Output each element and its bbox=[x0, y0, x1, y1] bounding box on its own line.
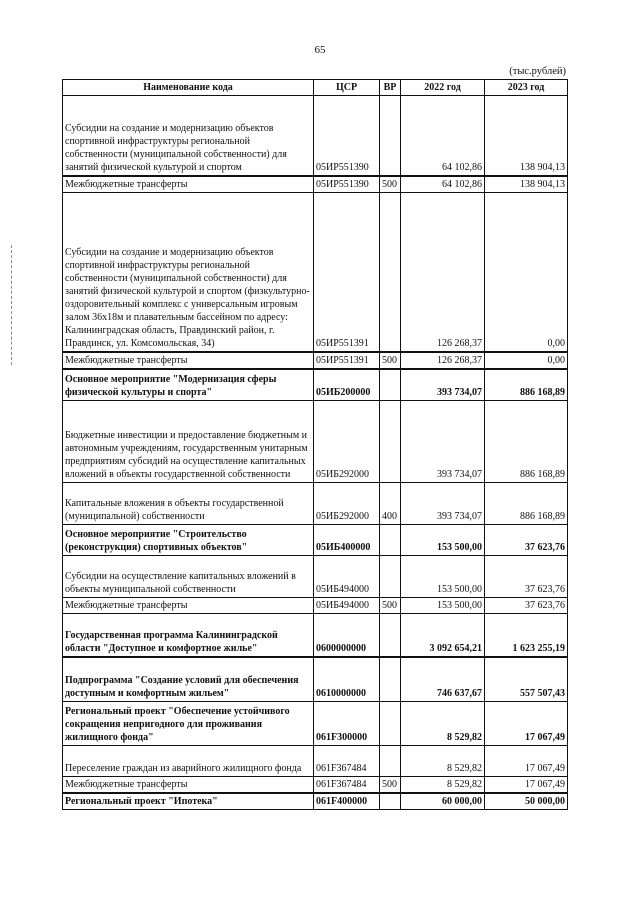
cell-name: Региональный проект "Ипотека" bbox=[63, 793, 314, 810]
cell-vr bbox=[380, 400, 401, 482]
cell-vr: 500 bbox=[380, 176, 401, 193]
cell-vr bbox=[380, 701, 401, 745]
cell-vr bbox=[380, 96, 401, 176]
cell-2022: 746 637,67 bbox=[401, 657, 485, 701]
cell-name: Государственная программа Калининградской области "Доступное и комфортное жилье" bbox=[63, 613, 314, 657]
table-row bbox=[63, 352, 568, 369]
cell-2022: 60 000,00 bbox=[401, 793, 485, 810]
cell-vr bbox=[380, 793, 401, 810]
cell-2022: 393 734,07 bbox=[401, 482, 485, 524]
cell-name: Межбюджетные трансферты bbox=[63, 776, 314, 793]
cell-vr: 500 bbox=[380, 776, 401, 793]
cell-2022: 153 500,00 bbox=[401, 555, 485, 597]
cell-csr: 05ИБ494000 bbox=[314, 555, 380, 597]
cell-2023: 886 168,89 bbox=[485, 482, 568, 524]
cell-2023: 138 904,13 bbox=[485, 176, 568, 193]
cell-csr: 05ИР551391 bbox=[314, 192, 380, 352]
cell-2023: 37 623,76 bbox=[485, 555, 568, 597]
header-csr: ЦСР bbox=[314, 80, 380, 96]
cell-csr: 05ИР551390 bbox=[314, 96, 380, 176]
cell-csr: 05ИБ292000 bbox=[314, 400, 380, 482]
cell-2023: 37 623,76 bbox=[485, 597, 568, 613]
table-row bbox=[63, 793, 568, 810]
cell-2022: 153 500,00 bbox=[401, 524, 485, 555]
table-header-row bbox=[63, 80, 568, 96]
cell-2022: 393 734,07 bbox=[401, 400, 485, 482]
cell-csr: 061F367484 bbox=[314, 745, 380, 776]
cell-csr: 05ИР551390 bbox=[314, 176, 380, 193]
cell-csr: 061F300000 bbox=[314, 701, 380, 745]
cell-csr: 05ИБ292000 bbox=[314, 482, 380, 524]
table-row bbox=[63, 555, 568, 597]
table-row bbox=[63, 597, 568, 613]
cell-vr: 400 bbox=[380, 482, 401, 524]
table-row bbox=[63, 369, 568, 400]
cell-name: Капитальные вложения в объекты государственной (муниципальной) собственности bbox=[63, 482, 314, 524]
cell-name: Переселение граждан из аварийного жилищного фонда bbox=[63, 745, 314, 776]
table-row bbox=[63, 96, 568, 176]
cell-name: Основное мероприятие "Строительство (реконструкция) спортивных объектов" bbox=[63, 524, 314, 555]
cell-vr bbox=[380, 745, 401, 776]
cell-2022: 126 268,37 bbox=[401, 192, 485, 352]
cell-2022: 64 102,86 bbox=[401, 176, 485, 193]
cell-vr: 500 bbox=[380, 352, 401, 369]
cell-csr: 05ИБ200000 bbox=[314, 369, 380, 400]
cell-name: Субсидии на создание и модернизацию объектов спортивной инфраструктуры региональной собственности (муниципальной собственности) для занятий физической культурой и спортом bbox=[63, 96, 314, 176]
header-2022: 2022 год bbox=[401, 80, 485, 96]
table-row bbox=[63, 482, 568, 524]
cell-csr: 05ИР551391 bbox=[314, 352, 380, 369]
cell-2023: 1 623 255,19 bbox=[485, 613, 568, 657]
cell-csr: 0610000000 bbox=[314, 657, 380, 701]
table-row bbox=[63, 176, 568, 193]
table-row bbox=[63, 776, 568, 793]
cell-2023: 557 507,43 bbox=[485, 657, 568, 701]
cell-vr bbox=[380, 613, 401, 657]
table-body bbox=[63, 96, 568, 810]
cell-2023: 17 067,49 bbox=[485, 745, 568, 776]
cell-name: Бюджетные инвестиции и предоставление бюджетным и автономным учреждениям, государственным унитарным предприятиям субсидий на осуществление капитальных вложений в объекты государственной собственности bbox=[63, 400, 314, 482]
cell-2022: 393 734,07 bbox=[401, 369, 485, 400]
header-2023: 2023 год bbox=[485, 80, 568, 96]
budget-table bbox=[62, 79, 568, 810]
cell-name: Межбюджетные трансферты bbox=[63, 176, 314, 193]
margin-mark bbox=[11, 245, 12, 365]
cell-name: Субсидии на создание и модернизацию объектов спортивной инфраструктуры региональной собственности (муниципальной собственности) для занятий физической культурой и спортом (физкультурно-оздоровительный комплекс с универсальным игровым залом 36х18м и плавательным бассейном по адресу: Калининградская область, Правдинский район, г. Правдинск, ул. Комсомольская, 34) bbox=[63, 192, 314, 352]
cell-vr bbox=[380, 524, 401, 555]
cell-name: Субсидии на осуществление капитальных вложений в объекты муниципальной собственности bbox=[63, 555, 314, 597]
cell-2023: 50 000,00 bbox=[485, 793, 568, 810]
cell-2022: 8 529,82 bbox=[401, 776, 485, 793]
cell-vr bbox=[380, 369, 401, 400]
cell-csr: 061F367484 bbox=[314, 776, 380, 793]
table-row bbox=[63, 745, 568, 776]
cell-vr: 500 bbox=[380, 597, 401, 613]
cell-2023: 886 168,89 bbox=[485, 369, 568, 400]
cell-2022: 3 092 654,21 bbox=[401, 613, 485, 657]
cell-2023: 138 904,13 bbox=[485, 96, 568, 176]
cell-csr: 0600000000 bbox=[314, 613, 380, 657]
cell-2023: 37 623,76 bbox=[485, 524, 568, 555]
cell-vr bbox=[380, 192, 401, 352]
cell-2023: 0,00 bbox=[485, 192, 568, 352]
cell-name: Региональный проект "Обеспечение устойчивого сокращения непригодного для проживания жилищного фонда" bbox=[63, 701, 314, 745]
cell-csr: 061F400000 bbox=[314, 793, 380, 810]
cell-name: Межбюджетные трансферты bbox=[63, 352, 314, 369]
cell-2022: 153 500,00 bbox=[401, 597, 485, 613]
header-vr: ВР bbox=[380, 80, 401, 96]
table-row bbox=[63, 657, 568, 701]
cell-csr: 05ИБ400000 bbox=[314, 524, 380, 555]
cell-csr: 05ИБ494000 bbox=[314, 597, 380, 613]
header-name: Наименование кода bbox=[63, 80, 314, 96]
cell-vr bbox=[380, 555, 401, 597]
cell-name: Межбюджетные трансферты bbox=[63, 597, 314, 613]
cell-2022: 8 529,82 bbox=[401, 745, 485, 776]
units-label: (тыс.рублей) bbox=[509, 66, 566, 77]
cell-2023: 17 067,49 bbox=[485, 701, 568, 745]
cell-2023: 886 168,89 bbox=[485, 400, 568, 482]
table-row bbox=[63, 524, 568, 555]
cell-2022: 64 102,86 bbox=[401, 96, 485, 176]
table-row bbox=[63, 613, 568, 657]
table-row bbox=[63, 192, 568, 352]
cell-vr bbox=[380, 657, 401, 701]
page-number: 65 bbox=[314, 44, 326, 56]
cell-2023: 0,00 bbox=[485, 352, 568, 369]
cell-name: Основное мероприятие "Модернизация сферы физической культуры и спорта" bbox=[63, 369, 314, 400]
cell-name: Подпрограмма "Создание условий для обеспечения доступным и комфортным жильем" bbox=[63, 657, 314, 701]
table-row bbox=[63, 400, 568, 482]
cell-2023: 17 067,49 bbox=[485, 776, 568, 793]
cell-2022: 8 529,82 bbox=[401, 701, 485, 745]
cell-2022: 126 268,37 bbox=[401, 352, 485, 369]
table-row bbox=[63, 701, 568, 745]
